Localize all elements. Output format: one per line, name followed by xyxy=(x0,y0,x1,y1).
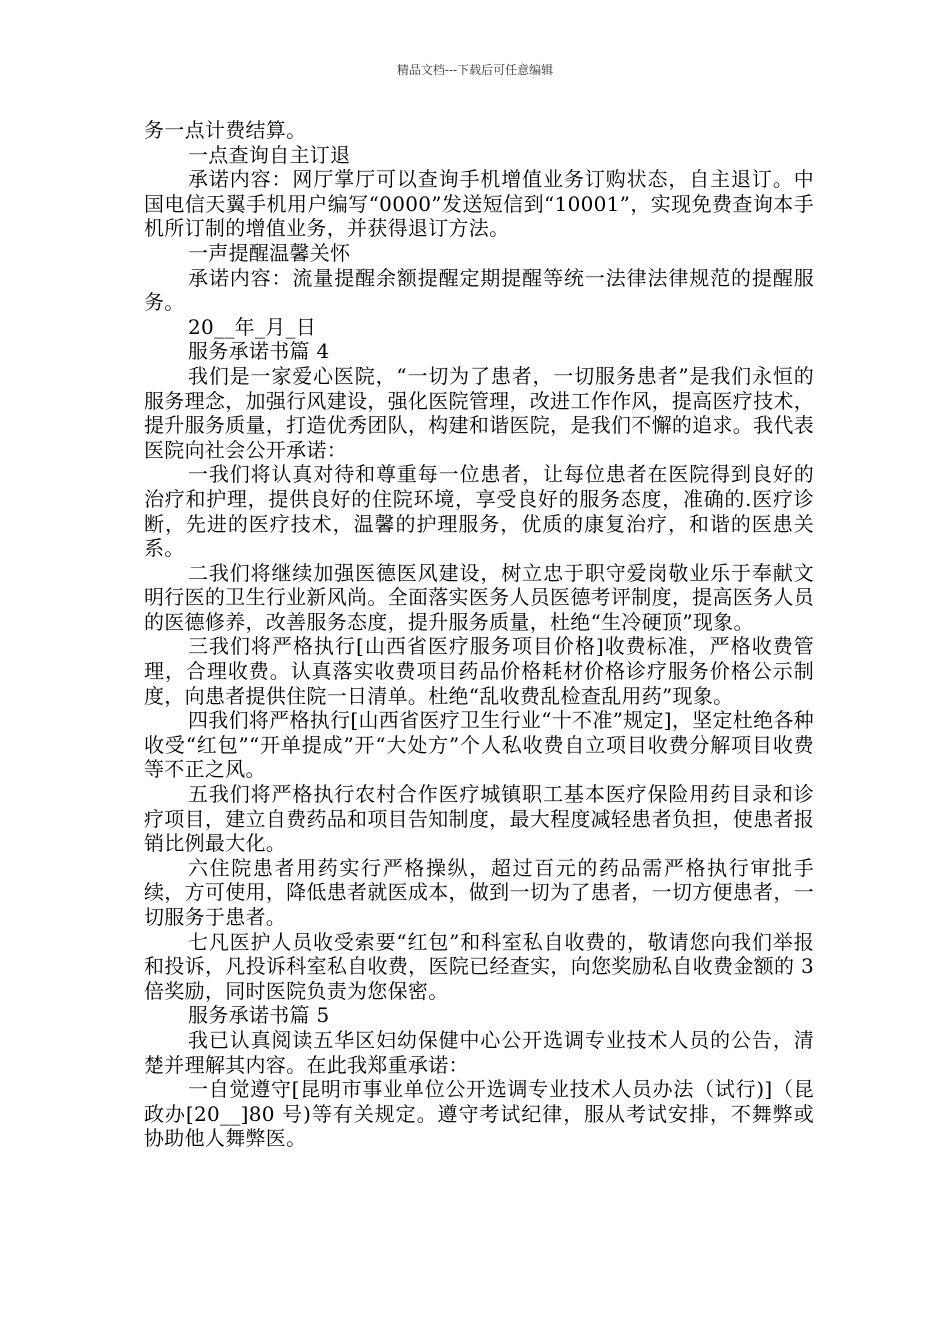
paragraph-item-2: 二我们将继续加强医德医风建设，树立忠于职守爱岗敬业乐于奉献文明行医的卫生行业新风尚。全面落实医务人员医德考评制度，提高医务人员的医德修养，改善服务态度，提升服务质量，杜绝“生冷硬顶”现象。 xyxy=(144,560,814,634)
page-header: 精品文档---下载后可任意编辑 xyxy=(396,63,554,77)
paragraph-pledge-item-1: 一自觉遵守[昆明市事业单位公开选调专业技术人员办法（试行)]（昆政办[20__]80 号)等有关规定。遵守考试纪律，服从考试安排，不舞弊或协助他人舞弊医。 xyxy=(144,1077,814,1151)
paragraph-item-6: 六住院患者用药实行严格操纵，超过百元的药品需严格执行审批手续，方可使用，降低患者就医成本，做到一切为了患者，一切方便患者，一切服务于患者。 xyxy=(144,855,814,929)
paragraph-item-4: 四我们将严格执行[山西省医疗卫生行业“十不准”规定]，坚定杜绝各种收受“红包”“开单提成”开“大处方”个人私收费自立项目收费分解项目收费等不正之风。 xyxy=(144,708,814,782)
paragraph-pledge-intro: 我已认真阅读五华区妇幼保健中心公开选调专业技术人员的公告，清楚并理解其内容。在此我郑重承诺： xyxy=(144,1027,814,1077)
heading-reminder-care: 一声提醒温馨关怀 xyxy=(188,240,351,265)
document-body xyxy=(144,118,814,1151)
heading-one-point-query: 一点查询自主订退 xyxy=(188,142,351,167)
date-line: 20__年_月_日 xyxy=(188,314,317,339)
paragraph-item-1: 一我们将认真对待和尊重每一位患者，让每位患者在医院得到良好的治疗和护理，提供良好的住院环境，享受良好的服务态度，准确的.医疗诊断，先进的医疗技术，温馨的护理服务，优质的康复治疗，和谐的医患关系。 xyxy=(144,462,814,561)
paragraph-hospital-intro: 我们是一家爱心医院，“一切为了患者，一切服务患者”是我们永恒的服务理念，加强行风建设，强化医院管理，改进工作作风，提高医疗技术，提升服务质量，打造优秀团队，构建和谐医院，是我们不懈的追求。我代表医院向社会公开承诺： xyxy=(144,363,814,462)
paragraph-item-7: 七凡医护人员收受索要“红包”和科室私自收费的，敬请您向我们举报和投诉，凡投诉科室私自收费，医院已经查实，向您奖励私自收费金额的 3 倍奖励，同时医院负责为您保密。 xyxy=(144,929,814,1003)
paragraph-item-3: 三我们将严格执行[山西省医疗服务项目价格]收费标准，严格收费管理，合理收费。认真落实收费项目药品价格耗材价格诊疗服务价格公示制度，向患者提供住院一日清单。杜绝“乱收费乱检查乱用药”现象。 xyxy=(144,634,814,708)
paragraph-continuation: 务一点计费结算。 xyxy=(144,118,307,142)
paragraph-item-5: 五我们将严格执行农村合作医疗城镇职工基本医疗保险用药目录和诊疗项目，建立自费药品和项目告知制度，最大程度减轻患者负担，使患者报销比例最大化。 xyxy=(144,782,814,856)
paragraph-commitment-query: 承诺内容：网厅掌厅可以查询手机增值业务订购状态，自主退订。中国电信天翼手机用户编写“0000”发送短信到“10001”，实现免费查询本手机所订制的增值业务，并获得退订方法。 xyxy=(144,167,814,241)
section-title-4: 服务承诺书篇 4 xyxy=(188,339,330,364)
section-title-5: 服务承诺书篇 5 xyxy=(188,1003,330,1028)
paragraph-commitment-reminder: 承诺内容：流量提醒余额提醒定期提醒等统一法律法律规范的提醒服务。 xyxy=(144,265,814,315)
